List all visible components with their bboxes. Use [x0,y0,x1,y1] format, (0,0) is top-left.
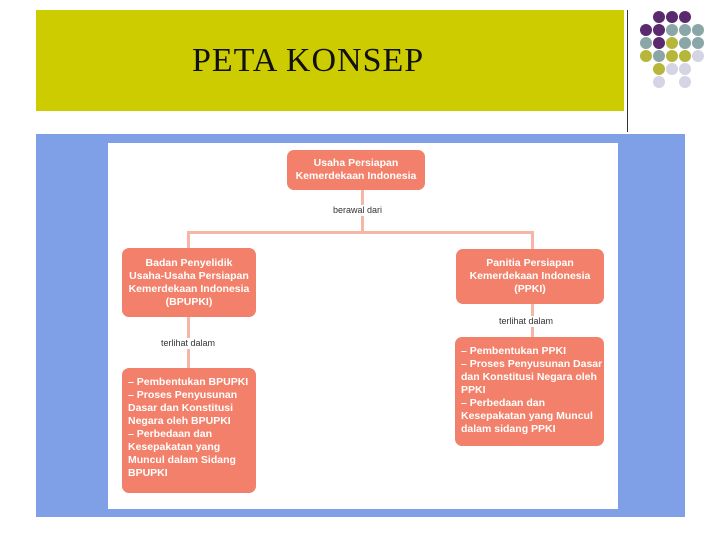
decorative-dot [653,63,665,75]
edge-label-left: terlihat dalam [158,338,218,349]
detail-line: Dasar dan Konstitusi [128,402,234,414]
detail-line: dan Konstitusi Negara oleh [461,371,597,383]
decorative-dot [679,76,691,88]
decorative-dot [666,63,678,75]
node-ppki: Panitia Persiapan Kemerdekaan Indonesia (PPKI) [456,249,604,304]
node-bpupki-details [122,368,256,493]
decorative-dot [679,24,691,36]
detail-line: – Proses Penyusunan Dasar [461,358,603,370]
detail-line: BPUPKI [128,467,168,479]
decorative-dot [692,24,704,36]
decorative-dot [653,24,665,36]
connector-left-down [187,231,190,249]
decorative-dot [666,50,678,62]
decorative-dot [679,37,691,49]
connector-horizontal [187,231,534,234]
detail-line: PPKI [461,384,486,396]
decorative-dot [653,11,665,23]
decorative-dot [679,50,691,62]
detail-line: dalam sidang PPKI [461,423,556,435]
decorative-dot [692,50,704,62]
edge-label-right: terlihat dalam [496,316,556,327]
detail-line: Negara oleh BPUPKI [128,415,231,427]
decorative-dot [666,24,678,36]
node-ppki-details [455,337,604,446]
decorative-dot [640,37,652,49]
detail-line: – Proses Penyusunan [128,389,238,401]
decorative-dot [666,37,678,49]
decorative-dot [640,24,652,36]
detail-line: Kesepakatan yang Muncul [461,410,593,422]
decorative-dot [653,76,665,88]
detail-line: – Pembentukan PPKI [461,345,567,357]
decorative-dot [679,63,691,75]
decorative-dot [640,50,652,62]
decorative-dot [679,11,691,23]
decorative-dot [653,50,665,62]
title-divider [627,10,628,132]
detail-line: Kesepakatan yang [128,441,221,453]
detail-line: – Perbedaan dan [461,397,546,409]
node-root: Usaha Persiapan Kemerdekaan Indonesia [287,150,425,190]
decorative-dot [692,37,704,49]
edge-label-root: berawal dari [330,205,385,216]
node-bpupki: Badan Penyelidik Usaha-Usaha Persiapan Kemerdekaan Indonesia (BPUPKI) [122,248,256,317]
detail-line: – Perbedaan dan [128,428,213,440]
connector-right-down [531,231,534,249]
decorative-dot [653,37,665,49]
decorative-dot [666,11,678,23]
slide-title: PETA KONSEP [192,42,425,79]
detail-line: Muncul dalam Sidang [128,454,236,466]
detail-line: – Pembentukan BPUPKI [128,376,249,388]
